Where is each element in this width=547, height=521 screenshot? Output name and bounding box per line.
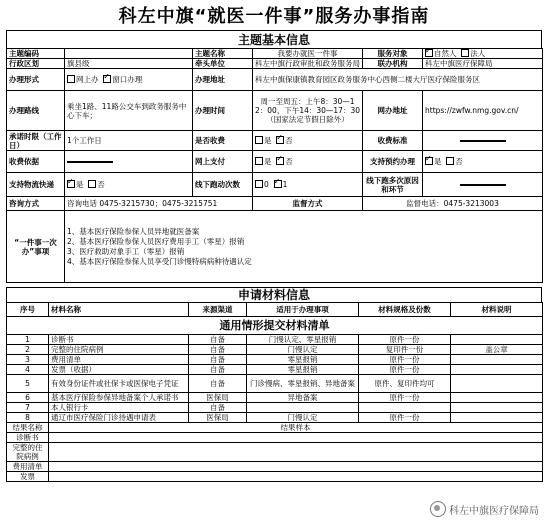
empty-dash — [67, 161, 113, 163]
row-applies: 门慢认定、零星报销 — [247, 335, 359, 345]
booking-yes-label: 是 — [434, 157, 442, 166]
fee-label: 是否收费 — [193, 131, 253, 151]
target-person-label: 自然人 — [434, 49, 457, 58]
checkbox-logistics-yes[interactable] — [67, 180, 75, 188]
checkbox-person[interactable] — [425, 49, 433, 57]
address-label: 办理地址 — [193, 69, 253, 91]
basis-value — [65, 151, 193, 173]
result-item: 发票 — [7, 472, 49, 482]
supervise-label: 监督方式 — [253, 197, 363, 211]
basis-label: 收费依据 — [7, 151, 65, 173]
row-note — [451, 375, 543, 393]
region-value: 旗县级 — [65, 59, 193, 69]
materials-table — [6, 302, 543, 482]
logistics-no-label: 否 — [97, 180, 105, 189]
multi-visit-label: 线下跑多次原因和环节 — [363, 173, 423, 197]
row-name: 完整的住院病例 — [49, 345, 189, 355]
col-name: 材料名称 — [49, 303, 189, 317]
booking-no-label: 否 — [455, 157, 463, 166]
row-name: 有效身份证件或社保卡或医保电子凭证 — [49, 375, 189, 393]
booking-options — [423, 151, 543, 173]
pay-yes-label: 是 — [264, 157, 272, 166]
topic-name-value: 我要办就医一件事 — [253, 49, 363, 59]
time-value: 周一至周五：上午8：30—12：00，下午14：30—17：30（国家法定节假日除外） — [253, 91, 363, 131]
row-spec: 原件一份 — [359, 365, 451, 375]
visits-options — [253, 173, 363, 197]
fee-yes-label: 是 — [264, 136, 272, 145]
basic-info-header: 主题基本信息 — [6, 30, 542, 48]
row-no: 2 — [7, 345, 49, 355]
form-label: 办理形式 — [7, 69, 65, 91]
basic-info-table — [6, 48, 543, 283]
scope-item: 2、基本医疗保险参保人员医疗费用手工（零星）报销 — [67, 236, 245, 246]
scope-list — [65, 211, 543, 283]
row-note — [451, 365, 543, 375]
row-source: 自备 — [189, 345, 247, 355]
topic-code-label: 主题编码 — [7, 49, 65, 59]
row-applies: 零星报销 — [247, 365, 359, 375]
result-sample — [49, 472, 543, 482]
contact-unit-label: 联办机构 — [363, 59, 423, 69]
table-row — [7, 393, 543, 403]
checkbox-legal[interactable] — [461, 49, 469, 57]
row-note — [451, 335, 543, 345]
checkbox-window[interactable] — [103, 75, 111, 83]
row-source: 自备 — [189, 375, 247, 393]
scope-item: 1、基本医疗保险参保人员异地就医备案 — [67, 226, 200, 236]
lead-unit-label: 牵头单位 — [193, 59, 253, 69]
table-row — [7, 355, 543, 365]
row-no: 3 — [7, 355, 49, 365]
fee-options — [253, 131, 363, 151]
service-target-options — [423, 49, 543, 59]
limit-label: 承诺时限（工作日） — [7, 131, 65, 151]
standard-value — [423, 131, 543, 151]
row-applies — [247, 403, 359, 413]
checkbox-logistics-no[interactable] — [88, 180, 96, 188]
scope-item: 4、基本医疗保险参保人员享受门诊慢特病病种待遇认定 — [67, 256, 252, 266]
lead-unit-value: 科左中旗行政审批和政务服务局 — [253, 59, 363, 69]
service-target-label: 服务对象 — [363, 49, 423, 59]
result-sample-header: 结果样本 — [49, 423, 543, 433]
consult-value: 咨询电话 0475-3215730；0475-3215751 — [65, 197, 253, 211]
checkbox-visit-0[interactable] — [255, 180, 263, 188]
empty-dash — [460, 140, 506, 142]
online-pay-label: 网上支付 — [193, 151, 253, 173]
checkbox-booking-yes[interactable] — [425, 157, 433, 165]
route-label: 办理路线 — [7, 91, 65, 131]
contact-unit-value: 科左中旗医疗保障局 — [423, 59, 543, 69]
col-note: 材料说明 — [451, 303, 543, 317]
visit-1-label: 1 — [282, 180, 288, 189]
row-spec: 原件一份 — [359, 413, 451, 423]
scope-item: 3、医疗救助对象手工（零星）报销 — [67, 246, 185, 256]
row-spec: 原件一份 — [359, 335, 451, 345]
row-no: 5 — [7, 375, 49, 393]
checkbox-online[interactable] — [67, 75, 75, 83]
row-source: 医保局 — [189, 393, 247, 403]
page-title: 科左中旗“就医一件事”服务办事指南 — [118, 6, 430, 27]
common-materials-header: 通用情形提交材料清单 — [7, 317, 543, 335]
row-source: 医保局 — [189, 413, 247, 423]
row-name: 费用清单 — [49, 355, 189, 365]
form-window-label: 窗口办理 — [112, 75, 143, 84]
standard-label: 收费标准 — [363, 131, 423, 151]
checkbox-fee-no[interactable] — [276, 136, 284, 144]
form-options — [65, 69, 193, 91]
row-applies: 门诊慢病、零星报销、异地备案 — [247, 375, 359, 393]
row-no: 4 — [7, 365, 49, 375]
table-row — [7, 345, 543, 355]
checkbox-booking-no[interactable] — [446, 157, 454, 165]
row-spec: 原件、复印件均可 — [359, 375, 451, 393]
supervise-value: 监督电话：0475-3213003 — [363, 197, 543, 211]
checkbox-visit-1[interactable] — [274, 180, 282, 188]
row-note — [451, 413, 543, 423]
multi-visit-value — [423, 173, 543, 197]
table-row — [7, 375, 543, 393]
row-name: 基本医疗保险参保异地备案个人承诺书 — [49, 393, 189, 403]
checkbox-pay-no[interactable] — [276, 157, 284, 165]
checkbox-fee-yes[interactable] — [255, 136, 263, 144]
row-no: 8 — [7, 413, 49, 423]
result-sample — [49, 462, 543, 472]
form-online-label: 网上办 — [76, 75, 99, 84]
route-value: 乘坐1路、11路公交车到政务服务中心下车； — [65, 91, 193, 131]
row-source: 自备 — [189, 335, 247, 345]
row-name: 通辽市医疗保险门诊待遇申请表 — [49, 413, 189, 423]
row-no: 6 — [7, 393, 49, 403]
row-name: 发票（收据） — [49, 365, 189, 375]
limit-value: 1个工作日 — [65, 131, 193, 151]
pay-no-label: 否 — [285, 157, 293, 166]
row-name: 诊断书 — [49, 335, 189, 345]
region-label: 行政区划 — [7, 59, 65, 69]
col-no: 序号 — [7, 303, 49, 317]
logistics-options — [65, 173, 193, 197]
row-note — [451, 355, 543, 365]
topic-code-value — [65, 49, 193, 59]
result-sample — [49, 443, 543, 462]
row-applies: 异地备案 — [247, 393, 359, 403]
table-row — [7, 335, 543, 345]
logistics-yes-label: 是 — [76, 180, 84, 189]
col-source: 来源渠道 — [189, 303, 247, 317]
row-spec — [359, 403, 451, 413]
row-spec: 复印件一份 — [359, 345, 451, 355]
consult-label: 咨询方式 — [7, 197, 65, 211]
row-no: 1 — [7, 335, 49, 345]
row-source: 自备 — [189, 403, 247, 413]
row-note — [451, 403, 543, 413]
logistics-label: 支持物流快递 — [7, 173, 65, 197]
table-row — [7, 365, 543, 375]
web-value[interactable]: https://zwfw.nmg.gov.cn/ — [423, 91, 543, 131]
result-item: 费用清单 — [7, 462, 49, 472]
result-item: 完整的住院病例 — [7, 443, 49, 462]
row-no: 7 — [7, 403, 49, 413]
row-source: 自备 — [189, 355, 247, 365]
row-note: 盖公章 — [451, 345, 543, 355]
result-sample — [49, 433, 543, 443]
row-source: 自备 — [189, 365, 247, 375]
booking-label: 支持预约办理 — [363, 151, 423, 173]
materials-header: 申请材料信息 — [6, 287, 542, 302]
row-applies: 门慢认定 — [247, 345, 359, 355]
online-pay-options — [253, 151, 363, 173]
table-row — [7, 403, 543, 413]
checkbox-pay-yes[interactable] — [255, 157, 263, 165]
row-spec: 原件一份 — [359, 393, 451, 403]
empty-dash — [460, 184, 506, 186]
row-applies: 门慢认定 — [247, 413, 359, 423]
scope-label: “一件事一次办”事项 — [7, 211, 65, 283]
address-value: 科左中旗保康镇教育园区政务服务中心西侧二楼大厅医疗保险服务区 — [253, 69, 543, 91]
row-note — [451, 393, 543, 403]
time-label: 办理时间 — [193, 91, 253, 131]
result-name-label: 结果名称 — [7, 423, 49, 433]
row-spec: 原件一份 — [359, 355, 451, 365]
visits-label: 线下跑动次数 — [193, 173, 253, 197]
row-name: 本人银行卡 — [49, 403, 189, 413]
result-item: 诊断书 — [7, 433, 49, 443]
wechat-account-icon — [430, 501, 446, 517]
watermark — [430, 501, 539, 517]
row-applies: 零星报销 — [247, 355, 359, 365]
col-spec: 材料规格及份数 — [359, 303, 451, 317]
table-row — [7, 413, 543, 423]
web-label: 网办地址 — [363, 91, 423, 131]
watermark-text: 科左中旗医疗保障局 — [449, 505, 539, 517]
target-legal-label: 法人 — [470, 49, 486, 58]
topic-name-label: 主题名称 — [193, 49, 253, 59]
guide-page — [6, 4, 542, 482]
fee-no-label: 否 — [285, 136, 293, 145]
col-applies: 适用于办理事项 — [247, 303, 359, 317]
visit-0-label: 0 — [264, 180, 269, 189]
